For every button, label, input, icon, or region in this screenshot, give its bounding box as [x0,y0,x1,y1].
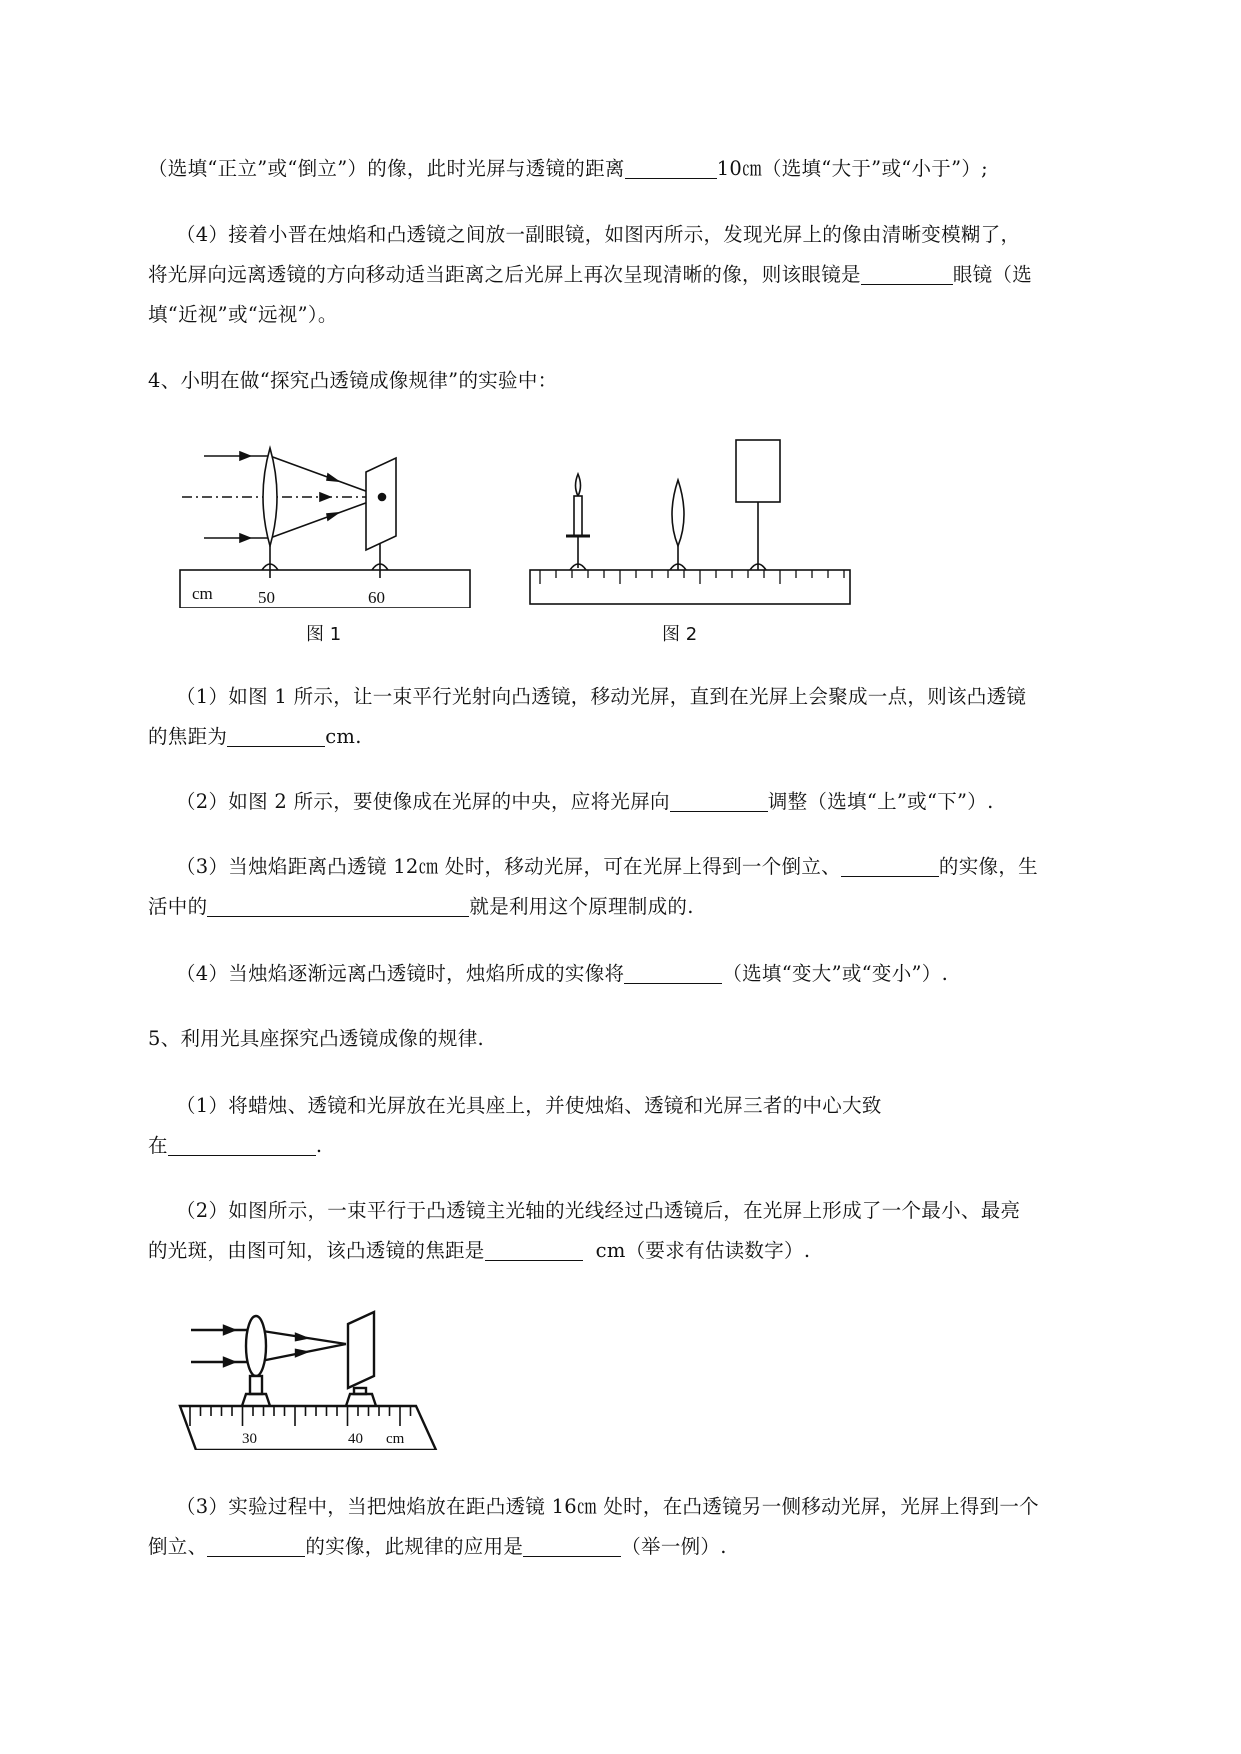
text: （3）实验过程中，当把烛焰放在距凸透镜 16㎝ 处时，在凸透镜另一侧移动光屏，光屏上得到一个 [176,1495,1039,1518]
answer-blank[interactable] [624,961,722,984]
q5-part3-line2 [148,1530,1158,1564]
answer-blank[interactable] [485,1238,583,1261]
convex-lens [672,480,684,546]
text: （2）如图 2 所示，要使像成在光屏的中央，应将光屏向 [176,790,670,813]
unit-label: cm [192,584,213,603]
text: （选填“正立”或“倒立”）的像，此时光屏与透镜的距离 [148,157,625,180]
convex-lens [246,1316,266,1376]
arrow-head [240,534,250,542]
figure-2-caption: 图 2 [662,624,698,645]
q4-part1-line1 [176,680,1186,714]
optical-bench [180,570,470,608]
tick-label: 40 [348,1431,363,1447]
light-screen [366,458,396,550]
figure-3-diagram [176,1300,456,1450]
text: 5、利用光具座探究凸透镜成像的规律. [148,1027,485,1050]
arrow-head [240,452,250,460]
figure-1-diagram [170,438,480,608]
unit-label: cm [386,1431,405,1447]
tick-label: 60 [368,588,385,607]
q4-part4 [176,957,1186,991]
text: 的焦距为 [148,725,228,748]
answer-blank[interactable] [523,1534,621,1557]
question-5-title [148,1022,1158,1056]
q4-part3-line1 [176,850,1186,884]
line-glasses-cont [148,258,1158,292]
text: 10㎝（选填“大于”或“小于”）; [716,157,989,180]
text: 的实像，此规律的应用是 [305,1535,524,1558]
q5-part2-line2 [148,1234,1158,1268]
light-screen [348,1312,374,1388]
line-4-glasses [176,218,1186,252]
answer-blank[interactable] [207,894,469,917]
text: 在 [148,1134,168,1157]
answer-blank[interactable] [841,854,939,877]
text: （1）将蜡烛、透镜和光屏放在光具座上，并使烛焰、透镜和光屏三者的中心大致 [176,1094,882,1117]
focus-spot [379,494,386,501]
tick-label: 30 [242,1431,257,1447]
answer-blank[interactable] [227,724,325,747]
answer-blank[interactable] [670,789,768,812]
answer-blank[interactable] [207,1534,305,1557]
text: . [315,1134,323,1157]
text: （1）如图 1 所示，让一束平行光射向凸透镜，移动光屏，直到在光屏上会聚成一点，则该凸透镜 [176,685,1027,708]
q5-part1-line2 [148,1129,1158,1163]
text: 的实像，生 [938,855,1038,878]
text: 4、小明在做“探究凸透镜成像规律”的实验中： [148,369,558,392]
candle [574,496,582,536]
answer-blank[interactable] [625,156,717,179]
text: （4）接着小晋在烛焰和凸透镜之间放一副眼镜，如图丙所示，发现光屏上的像由清晰变模糊了， [176,223,1021,246]
line-glasses-options [148,298,1158,332]
question-4-title [148,364,1158,398]
answer-blank[interactable] [861,262,953,285]
text: （选填“变大”或“变小”）. [722,962,949,985]
text: 倒立、 [148,1535,208,1558]
text: 活中的 [148,895,208,918]
optical-bench [530,570,850,604]
text: （举一例）. [621,1535,727,1558]
q4-part3-line2 [148,890,1158,924]
candle-flame [576,474,581,496]
q4-part2 [176,785,1186,819]
text: 就是利用这个原理制成的. [469,895,694,918]
convex-lens [263,448,277,546]
text: 填“近视”或“远视”）。 [148,303,338,326]
text: 眼镜（选 [952,263,1033,286]
text: （4）当烛焰逐渐远离凸透镜时，烛焰所成的实像将 [176,962,625,985]
text: （2）如图所示，一束平行于凸透镜主光轴的光线经过凸透镜后，在光屏上形成了一个最小、最亮 [176,1199,1021,1222]
answer-blank[interactable] [168,1133,316,1156]
q4-part1-line2 [148,720,1158,754]
text: （3）当烛焰距离凸透镜 12㎝ 处时，移动光屏，可在光屏上得到一个倒立、 [176,855,841,878]
line-select-orientation [148,152,1158,186]
figure-2-diagram [526,438,856,608]
q5-part3-line1 [176,1490,1186,1524]
text: 将光屏向远离透镜的方向移动适当距离之后光屏上再次呈现清晰的像，则该眼镜是 [148,263,861,286]
q5-part1-line1 [176,1089,1186,1123]
figure-1-caption: 图 1 [306,624,342,645]
tick-label: 50 [258,588,275,607]
text: 调整（选填“上”或“下”）. [767,790,994,813]
text: cm. [325,725,362,748]
text: cm（要求有估读数字）. [595,1239,811,1262]
q5-part2-line1 [176,1194,1186,1228]
text: 的光斑，由图可知，该凸透镜的焦距是 [148,1239,485,1262]
light-screen [736,440,780,502]
